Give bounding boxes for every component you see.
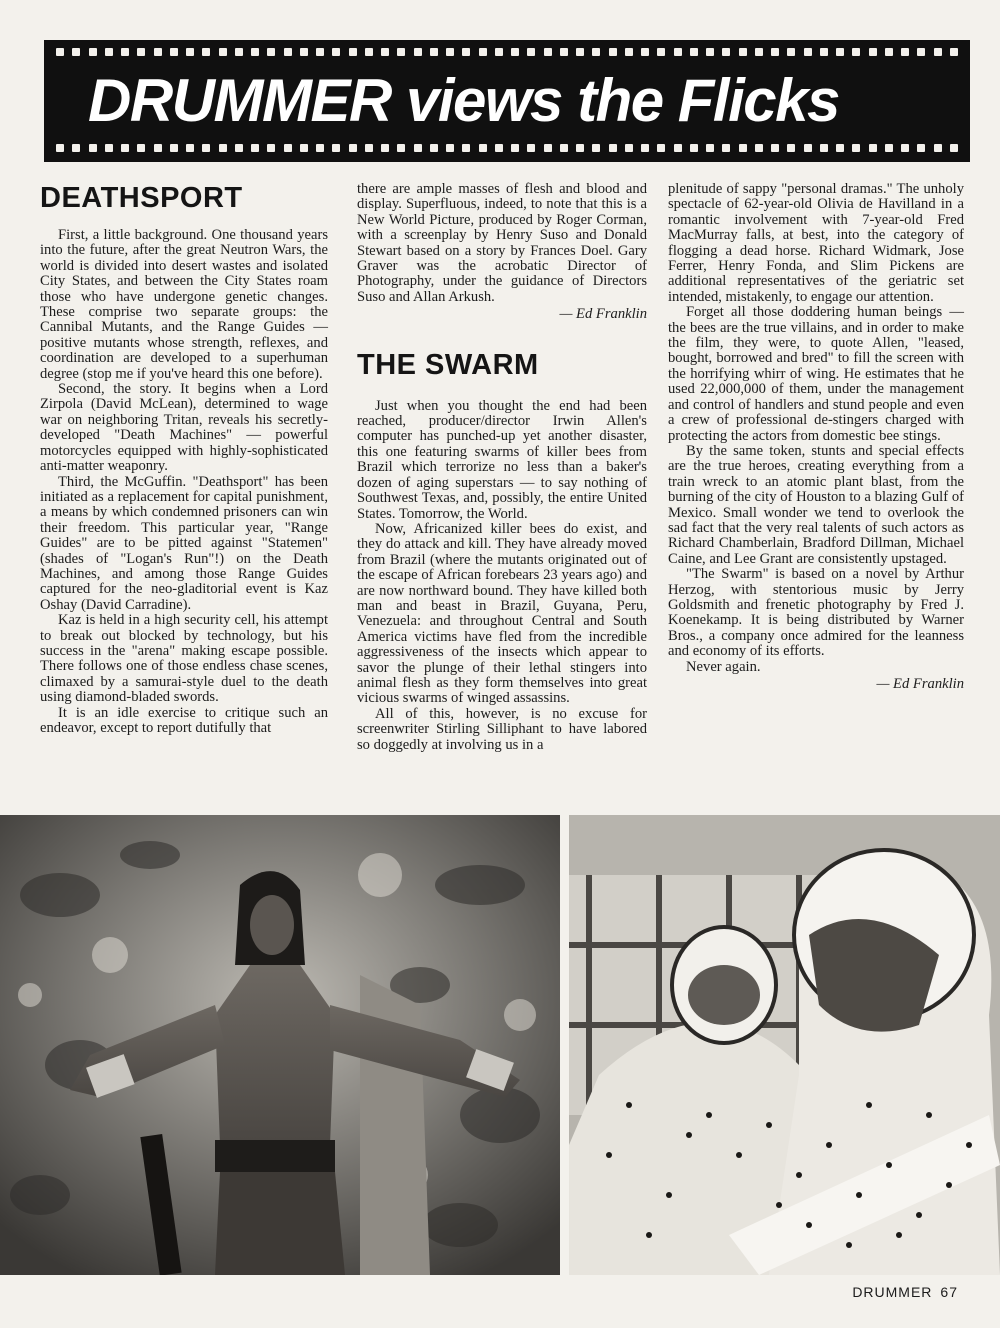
- perforation-hole: [722, 48, 730, 56]
- paragraph: By the same token, stunts and special effects are the true heroes, creating everything from a train wreck to an atomic plant blast, from the burning of the city of Houston to a blazing Gulf of Mexico. Small wonder we tend to overlook the sad fact that the very real talents of such actors as Richard Chamberlain, Bradford Dillman, Michael Caine, and Lee Grant are consistently upstaged.: [668, 442, 964, 567]
- paragraph: "The Swarm" is based on a novel by Arthur Herzog, with stentorious music by Jerry Goldsmith and frenetic photography by Fred J. Koenekamp. It is being distributed by Warner Bros., a company once admired for the leanness and economy of its efforts.: [668, 566, 964, 660]
- page-number: 67: [940, 1284, 958, 1300]
- perforation-hole: [462, 144, 470, 152]
- byline: — Ed Franklin: [559, 306, 647, 323]
- magazine-name: DRUMMER: [852, 1284, 933, 1300]
- paragraph: Just when you thought the end had been reached, producer/director Irwin Allen's computer has punched-up yet another disaster, this one featuring swarms of killer bees from Brazil which terrorize no less than a baker's dozen of aging superstars — to say nothing of Southwest Texas, and, possibly, the entire United States. Tomorrow, the World.: [357, 397, 647, 522]
- perforation-hole: [544, 48, 552, 56]
- perforation-hole: [267, 48, 275, 56]
- perforation-hole: [527, 144, 535, 152]
- paragraph: Now, Africanized killer bees do exist, and they do attack and kill. They have already moved from Brazil (where the mutants originated out of the escape of African forebears 23 years ago) and are now northward bound. They have killed both man and beast in Brazil, Guyana, Peru, Venezuela: and throughout Central and South America victims have fled from the incredible aggressiveness of the insects which appear to savor the plunge of their lethal stingers into animal flesh as they form themselves into great vicious swarms of winged assassins.: [357, 520, 647, 707]
- perforation-hole: [495, 48, 503, 56]
- paragraph: All of this, however, is no excuse for screenwriter Stirling Silliphant to have labored so doggedly at involving us in a: [357, 705, 647, 753]
- article-heading-the-swarm: THE SWARM: [357, 348, 539, 381]
- perforation-hole: [787, 144, 795, 152]
- perforation-hole: [397, 48, 405, 56]
- perforation-hole: [901, 144, 909, 152]
- perforation-hole: [56, 144, 64, 152]
- perforation-hole: [202, 48, 210, 56]
- paragraph: plenitude of sappy "personal dramas." The unholy spectacle of 62-year-old Olivia de Havilland in a romantic involvement with 7-year-old Fred MacMurray falls, at best, into the category of flogging a dead horse. Richard Widmark, Jose Ferrer, Henry Fonda, and Slim Pickens are additional representatives of the geriatric set intended, mistakenly, to engage our attention.: [668, 181, 964, 305]
- paragraph: First, a little background. One thousand years into the future, after the great Neutron Wars, the world is divided into desert wastes and isolated City States, and between the City States roam those who have undergone genetic changes. These comprise two separate groups: the Cannibal Mutants, and the Range Guides — positive mutants whose strength, reflexes, and coordination are developed to a superhuman degree (stop me if you've heard this one before).: [40, 227, 328, 382]
- perforation-hole: [300, 144, 308, 152]
- perforation-hole: [137, 144, 145, 152]
- perforation-hole: [560, 144, 568, 152]
- perforation-hole: [836, 144, 844, 152]
- perforation-hole: [657, 144, 665, 152]
- perforation-hole: [917, 144, 925, 152]
- perforation-hole: [690, 144, 698, 152]
- perforation-hole: [219, 144, 227, 152]
- perforation-hole: [934, 144, 942, 152]
- photo-the-swarm-still: [569, 815, 1000, 1275]
- perforation-hole: [349, 48, 357, 56]
- perforation-hole: [885, 48, 893, 56]
- perforation-hole: [154, 48, 162, 56]
- perforation-hole: [625, 48, 633, 56]
- perforation-hole: [641, 48, 649, 56]
- perforation-hole: [755, 144, 763, 152]
- perforation-hole: [365, 48, 373, 56]
- perforation-hole: [235, 48, 243, 56]
- page-title: DRUMMER views the Flicks: [88, 67, 839, 134]
- perforation-hole: [121, 48, 129, 56]
- perforation-hole: [804, 144, 812, 152]
- paragraph: Never again.: [686, 658, 761, 675]
- perforation-hole: [121, 144, 129, 152]
- perforation-hole: [804, 48, 812, 56]
- perforation-hole: [219, 48, 227, 56]
- perforation-hole: [202, 144, 210, 152]
- perforation-hole: [479, 144, 487, 152]
- paragraph: Third, the McGuffin. "Deathsport" has been initiated as a replacement for capital punishment, a means by which condemned prisoners can win their freedom. This particular year, "Range Guides" are to be pitted against "Statemen" (shades of "Logan's Run"!) on the Death Machines, and among those Range Guides captured for the neo-gladitorial event is Kaz Oshay (David Carradine).: [40, 473, 328, 613]
- perforation-hole: [657, 48, 665, 56]
- perforation-hole: [105, 144, 113, 152]
- perforation-hole: [950, 144, 958, 152]
- paragraph: Kaz is held in a high security cell, his attempt to break out blocked by technology, but his success in the "arena" making escape possible. There follows one of those endless chase scenes, climaxed by a samurai-style duel to the death using diamond-bladed swords.: [40, 612, 328, 706]
- perforation-hole: [495, 144, 503, 152]
- perforation-hole: [349, 144, 357, 152]
- paragraph: It is an idle exercise to critique such an endeavor, except to report dutifully that: [40, 704, 328, 736]
- perforation-hole: [771, 144, 779, 152]
- perforation-hole: [836, 48, 844, 56]
- perforation-hole: [479, 48, 487, 56]
- perforation-hole: [852, 144, 860, 152]
- column-2: [357, 182, 647, 753]
- perforation-hole: [787, 48, 795, 56]
- perforation-hole: [186, 48, 194, 56]
- perforation-hole: [316, 144, 324, 152]
- perforation-hole: [544, 144, 552, 152]
- perforation-hole: [722, 144, 730, 152]
- perforation-hole: [105, 48, 113, 56]
- column-1: [40, 182, 328, 736]
- perforation-hole: [560, 48, 568, 56]
- perforation-hole: [706, 144, 714, 152]
- photo-deathsport-still: [0, 815, 560, 1275]
- perforation-hole: [462, 48, 470, 56]
- perforation-hole: [706, 48, 714, 56]
- perforation-hole: [739, 144, 747, 152]
- perforation-hole: [625, 144, 633, 152]
- perforation-hole: [72, 144, 80, 152]
- perforation-hole: [917, 48, 925, 56]
- perforation-hole: [332, 144, 340, 152]
- perforation-hole: [820, 144, 828, 152]
- perforation-hole: [89, 48, 97, 56]
- column-3: [668, 182, 964, 692]
- perforation-hole: [251, 48, 259, 56]
- perforation-hole: [170, 48, 178, 56]
- perforation-hole: [609, 48, 617, 56]
- perforation-hole: [934, 48, 942, 56]
- perforation-hole: [885, 144, 893, 152]
- perforation-hole: [674, 144, 682, 152]
- perforation-hole: [950, 48, 958, 56]
- perforation-hole: [414, 144, 422, 152]
- perforation-hole: [592, 48, 600, 56]
- perforation-hole: [235, 144, 243, 152]
- perforation-hole: [154, 144, 162, 152]
- perforation-hole: [430, 144, 438, 152]
- perforation-hole: [739, 48, 747, 56]
- perforation-hole: [527, 48, 535, 56]
- perforation-hole: [381, 144, 389, 152]
- perforation-hole: [397, 144, 405, 152]
- perforation-hole: [89, 144, 97, 152]
- perforation-hole: [869, 48, 877, 56]
- perforation-hole: [186, 144, 194, 152]
- perforation-hole: [755, 48, 763, 56]
- perforation-hole: [576, 48, 584, 56]
- perforation-hole: [446, 144, 454, 152]
- perforation-hole: [576, 144, 584, 152]
- perforation-hole: [511, 48, 519, 56]
- perforation-hole: [430, 48, 438, 56]
- perforation-hole: [332, 48, 340, 56]
- paragraph: Second, the story. It begins when a Lord Zirpola (David McLean), determined to wage war on neighboring Tritan, reveals his secretly-developed "Death Machines" — powerful motorcycles equipped with highly-sophisticated anti-matter weaponry.: [40, 381, 328, 475]
- perforation-hole: [690, 48, 698, 56]
- perforation-hole: [592, 144, 600, 152]
- perforation-hole: [251, 144, 259, 152]
- perforation-hole: [820, 48, 828, 56]
- perforation-hole: [869, 144, 877, 152]
- perforation-hole: [771, 48, 779, 56]
- perforation-hole: [414, 48, 422, 56]
- article-heading-deathsport: DEATHSPORT: [40, 182, 243, 214]
- perforation-hole: [137, 48, 145, 56]
- perforation-hole: [267, 144, 275, 152]
- perforation-hole: [674, 48, 682, 56]
- perforation-hole: [284, 48, 292, 56]
- paragraph: there are ample masses of flesh and blood and display. Superfluous, indeed, to note that this is a New World Picture, produced by Roger Corman, with a screenplay by Henry Suso and Donald Stewart based on a story by Frances Doel. Gary Graver was the acrobatic Director of Photography, under the guidance of Directors Suso and Allan Arkush.: [357, 181, 647, 305]
- perforation-hole: [56, 48, 64, 56]
- film-perforations-top: [56, 48, 958, 58]
- byline: — Ed Franklin: [876, 676, 964, 692]
- page-footer: [852, 1284, 958, 1300]
- perforation-hole: [511, 144, 519, 152]
- perforation-hole: [316, 48, 324, 56]
- perforation-hole: [365, 144, 373, 152]
- perforation-hole: [901, 48, 909, 56]
- title-banner: [44, 40, 970, 162]
- perforation-hole: [641, 144, 649, 152]
- perforation-hole: [852, 48, 860, 56]
- perforation-hole: [609, 144, 617, 152]
- perforation-hole: [300, 48, 308, 56]
- perforation-hole: [170, 144, 178, 152]
- paragraph: Forget all those doddering human beings — the bees are the true villains, and in order to make the film, they were, to quote Allen, "leased, bought, borrowed and bred" to fill the screen with the horrifying whirr of wing. He estimates that he used 22,000,000 of them, under the management and control of handlers and stund people and even a crew of professional de-stingers charged with protecting the actors from domestic bee stings.: [668, 304, 964, 444]
- perforation-hole: [381, 48, 389, 56]
- perforation-hole: [72, 48, 80, 56]
- perforation-hole: [446, 48, 454, 56]
- film-perforations-bottom: [56, 144, 958, 154]
- perforation-hole: [284, 144, 292, 152]
